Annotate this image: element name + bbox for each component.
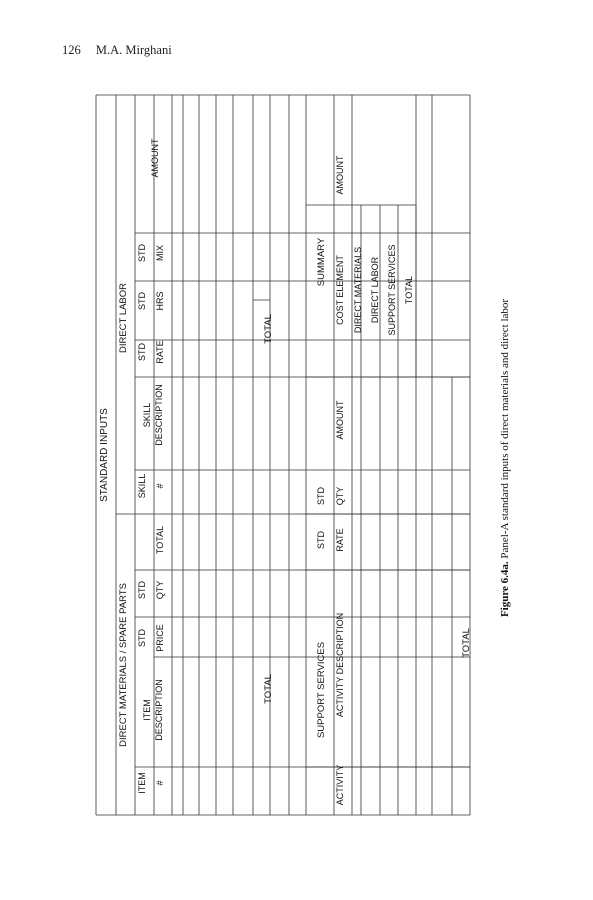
running-author: M.A. Mirghani xyxy=(95,43,172,57)
labor-col-rate-top: STD xyxy=(137,343,147,361)
labor-col-rate-bottom: RATE xyxy=(155,340,165,364)
labor-col-skilldesc-bottom: DESCRIPTION xyxy=(154,384,164,446)
support-col-rate-top: STD xyxy=(316,531,326,549)
summary-row-total: TOTAL xyxy=(404,275,414,305)
summary-row-direct-materials: DIRECT MATERIALS xyxy=(353,246,363,334)
summary-col-amount: AMOUNT xyxy=(335,155,345,195)
support-col-rate-bottom: RATE xyxy=(335,528,345,552)
materials-col-price-top: STD xyxy=(137,629,147,647)
materials-col-item-bottom: # xyxy=(155,780,165,786)
figure-caption xyxy=(499,299,511,617)
support-col-amount: AMOUNT xyxy=(335,400,345,440)
labor-col-mix-top: STD xyxy=(137,244,147,262)
form-title: STANDARD INPUTS xyxy=(99,408,110,502)
summary-row-direct-labor: DIRECT LABOR xyxy=(370,256,380,324)
figure-caption-text: Panel-A standard inputs of direct materials and direct labor xyxy=(499,298,511,562)
labor-col-mix-bottom: MIX xyxy=(155,244,165,262)
support-col-qty-bottom: QTY xyxy=(335,486,345,506)
summary-row-support-services: SUPPORT SERVICES xyxy=(387,244,397,336)
materials-col-qty-bottom: QTY xyxy=(155,580,165,600)
support-section-title: SUPPORT SERVICES xyxy=(316,641,327,739)
materials-col-desc-top: ITEM xyxy=(142,699,152,721)
support-col-qty-top: STD xyxy=(316,487,326,505)
summary-col-cost-element: COST ELEMENT xyxy=(335,255,345,325)
materials-total-label: TOTAL xyxy=(263,674,274,704)
labor-col-skill-bottom: # xyxy=(155,483,165,489)
page-number: 126 xyxy=(62,43,81,57)
labor-section-title: DIRECT LABOR xyxy=(118,282,129,354)
summary-section-title: SUMMARY xyxy=(316,237,327,287)
materials-col-qty-top: STD xyxy=(137,581,147,599)
materials-col-price-bottom: PRICE xyxy=(155,624,165,652)
figure-caption-label: Figure 6.4a. xyxy=(499,561,511,618)
form-grid-lines xyxy=(96,95,470,815)
support-col-activity-desc: ACTIVITY DESCRIPTION xyxy=(335,612,345,718)
materials-section-title: DIRECT MATERIALS / SPARE PARTS xyxy=(118,583,129,747)
materials-col-desc-bottom: DESCRIPTION xyxy=(154,679,164,741)
support-col-activity: ACTIVITY xyxy=(335,764,345,806)
labor-col-hrs-top: STD xyxy=(137,292,147,310)
materials-col-item-top: ITEM xyxy=(137,772,147,794)
labor-col-hrs-bottom: HRS xyxy=(155,291,165,311)
labor-col-amount: AMOUNT xyxy=(150,138,160,178)
labor-col-skilldesc-top: SKILL xyxy=(142,402,152,428)
labor-total-label: TOTAL xyxy=(263,314,274,344)
labor-col-skill-top: SKILL xyxy=(137,473,147,499)
materials-col-total: TOTAL xyxy=(155,525,165,555)
support-total-label: TOTAL xyxy=(461,628,472,658)
